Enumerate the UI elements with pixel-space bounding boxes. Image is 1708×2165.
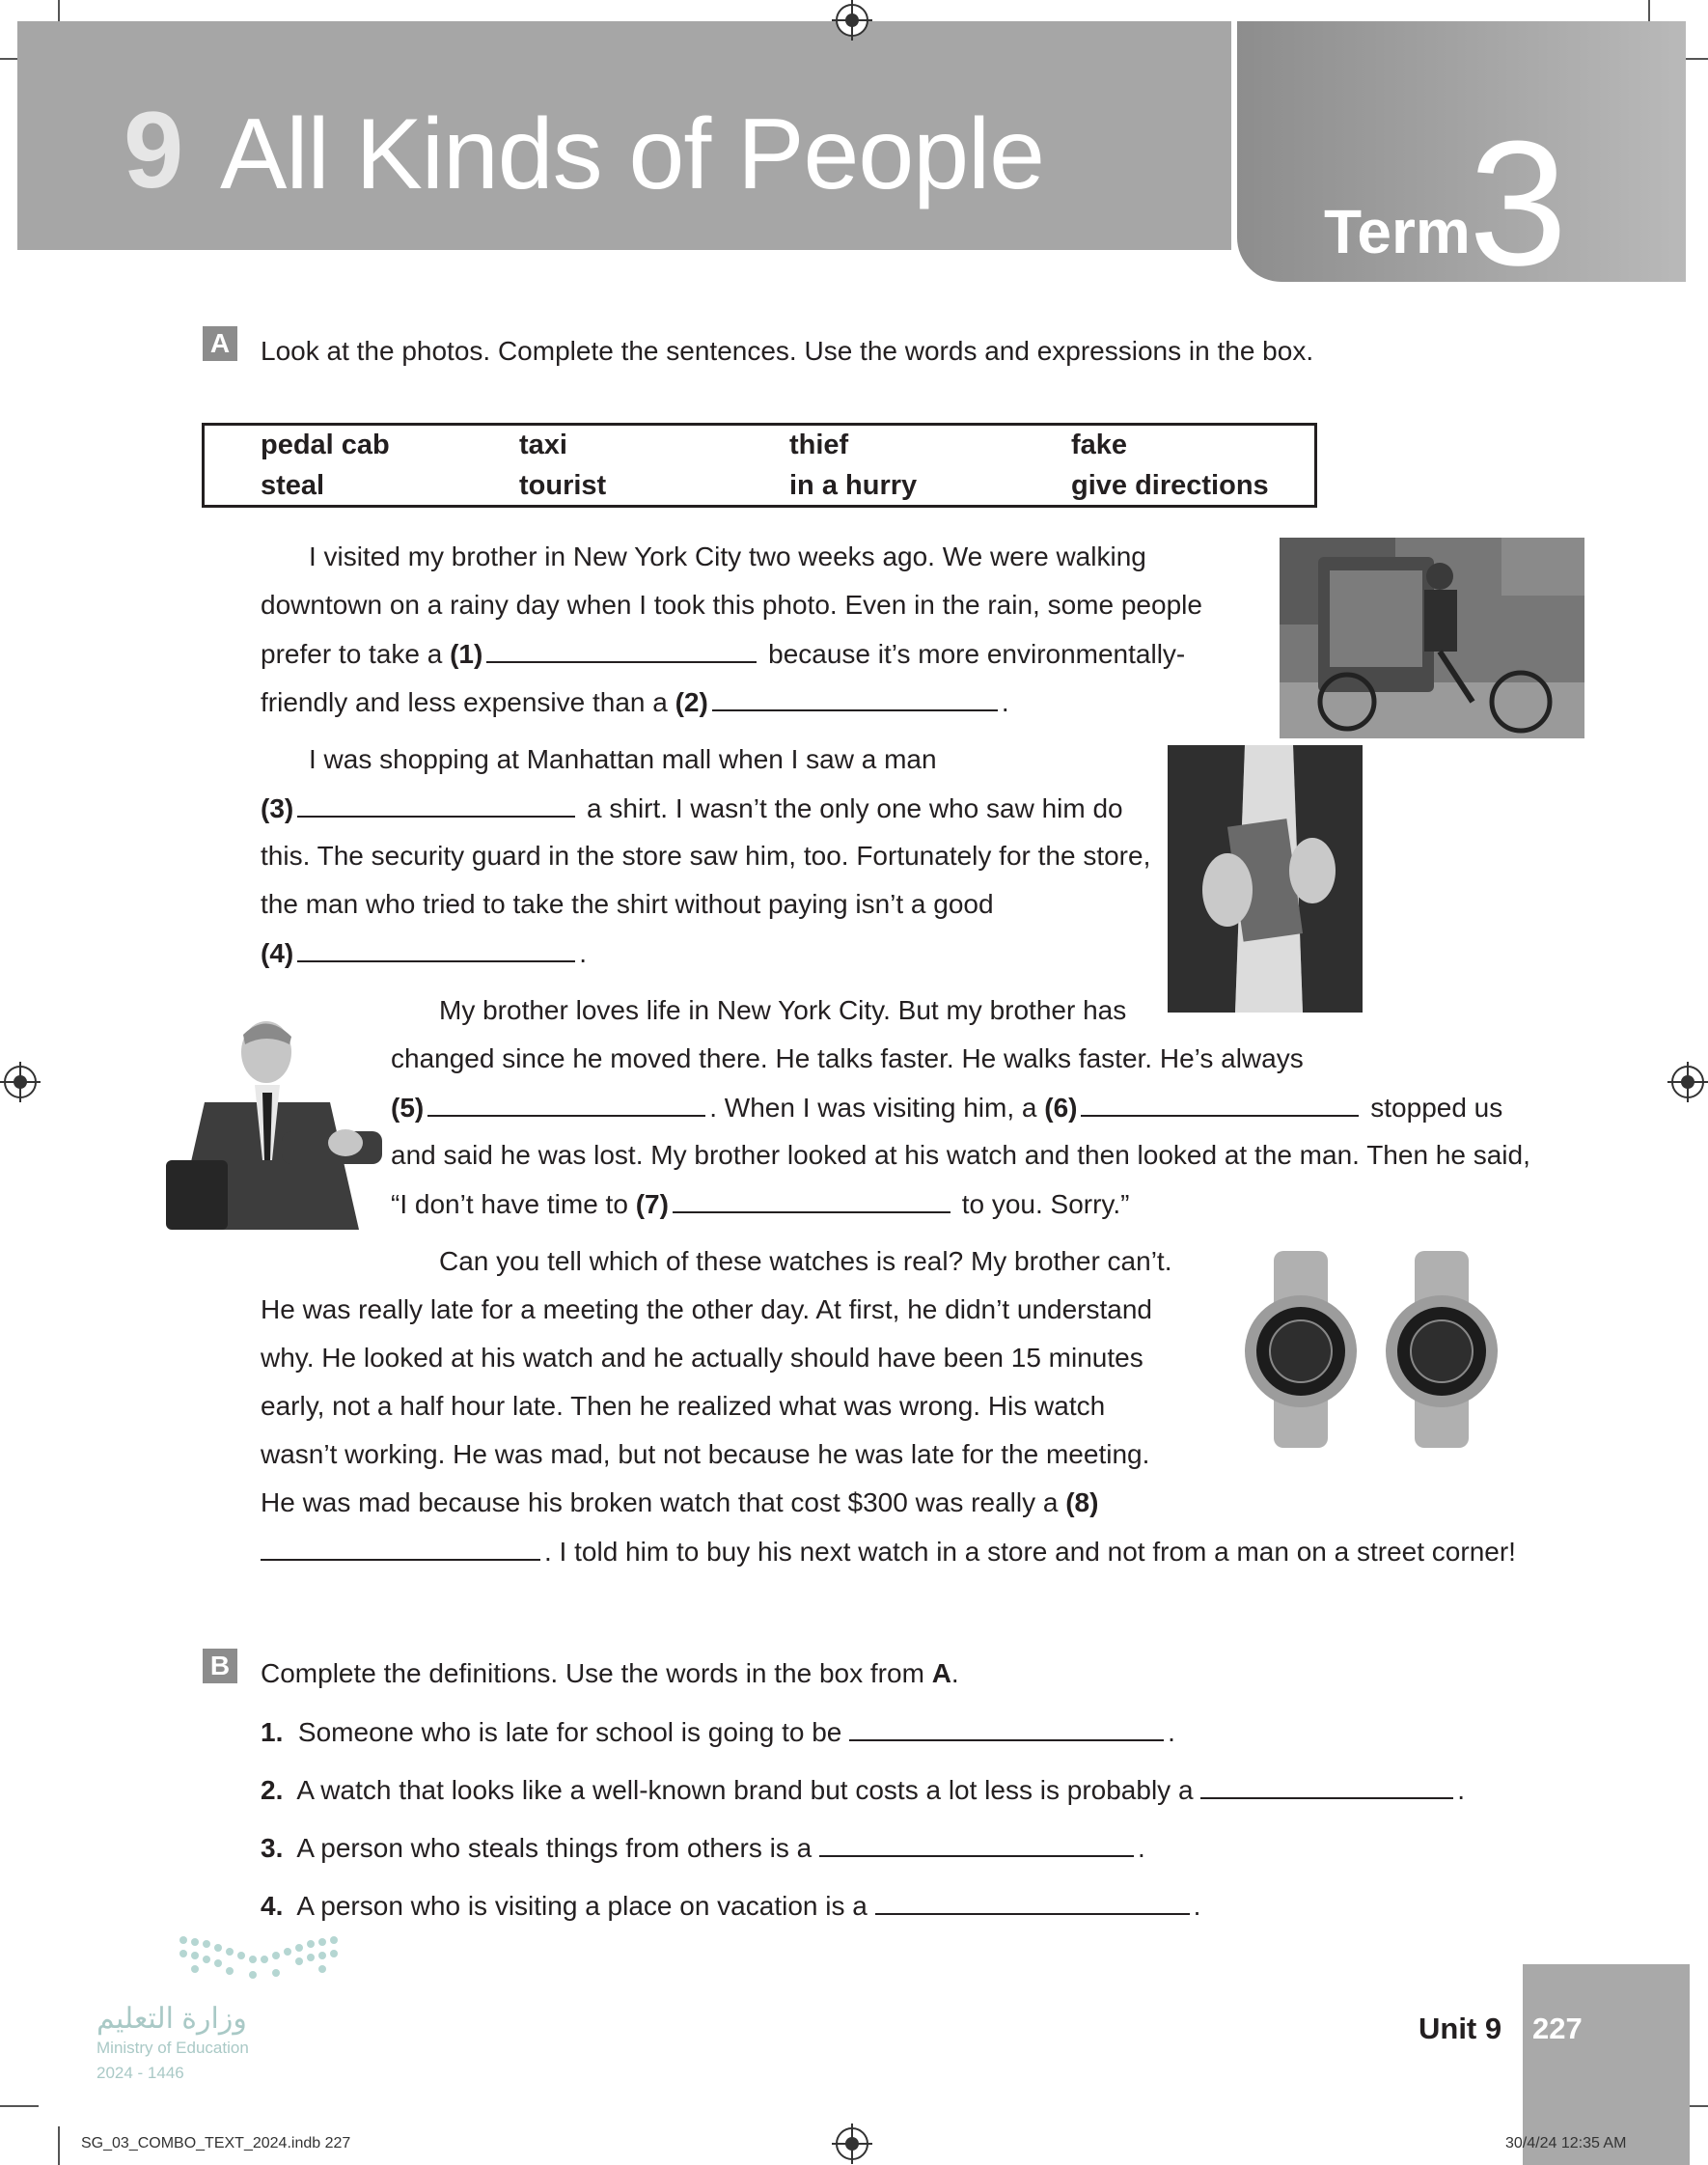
- paragraph-line: (3) a shirt. I wasn’t the only one who saw him do: [261, 793, 1123, 823]
- word-box-item: fake: [1071, 430, 1128, 460]
- paragraph-line: Can you tell which of these watches is real? My brother can’t.: [439, 1246, 1172, 1276]
- section-a-instruction: Look at the photos. Complete the sentences. Use the words and expressions in the box.: [261, 336, 1314, 366]
- answer-blank-4[interactable]: [297, 937, 575, 962]
- definition-blank-4[interactable]: [875, 1890, 1190, 1915]
- paragraph-line: early, not a half hour late. Then he realized what was wrong. His watch: [261, 1391, 1106, 1421]
- gap-number: (2): [675, 687, 708, 717]
- paragraph-line: “I don’t have time to (7) to you. Sorry.”: [391, 1189, 1130, 1219]
- paragraph-line: prefer to take a (1) because it’s more environmentally-: [261, 639, 1186, 669]
- registration-mark-icon: [1671, 1066, 1704, 1098]
- answer-blank-6[interactable]: [1081, 1092, 1359, 1117]
- paragraph-line: (4) .: [261, 938, 588, 968]
- ministry-english-name: Ministry of Education: [96, 2039, 249, 2057]
- paragraph-line: the man who tried to take the shirt without paying isn’t a good: [261, 889, 994, 919]
- word-box-item: thief: [789, 430, 849, 460]
- definition-item: 1. Someone who is late for school is going to be .: [261, 1717, 1175, 1747]
- paragraph-line: why. He looked at his watch and he actually should have been 15 minutes: [261, 1343, 1143, 1373]
- answer-blank-8[interactable]: [261, 1536, 540, 1561]
- gap-number: (1): [450, 639, 483, 669]
- answer-blank-2[interactable]: [712, 686, 998, 711]
- definition-blank-1[interactable]: [849, 1716, 1164, 1741]
- paragraph-line: downtown on a rainy day when I took this photo. Even in the rain, some people: [261, 590, 1202, 620]
- page-title: All Kinds of People: [220, 98, 1044, 210]
- pedal-cab-photo: [1280, 538, 1584, 738]
- watches-photo: [1226, 1251, 1511, 1448]
- answer-blank-7[interactable]: [673, 1188, 950, 1213]
- unit-footer-label: Unit 9: [1419, 2012, 1502, 2045]
- word-box-item: pedal cab: [261, 430, 390, 460]
- paragraph-line: . I told him to buy his next watch in a store and not from a man on a street corner!: [261, 1536, 1516, 1568]
- crop-mark: [0, 2105, 39, 2107]
- word-box-item: taxi: [519, 430, 567, 460]
- word-box-item: in a hurry: [789, 470, 918, 501]
- word-box-item: give directions: [1071, 470, 1269, 501]
- ministry-arabic-name: وزارة التعليم: [96, 2003, 247, 2035]
- section-b-instruction: Complete the definitions. Use the words in the box from A.: [261, 1658, 959, 1688]
- definition-item: 2. A watch that looks like a well-known brand but costs a lot less is probably a .: [261, 1775, 1466, 1805]
- crop-mark: [58, 2126, 60, 2165]
- word-box-item: steal: [261, 470, 325, 501]
- registration-mark-icon: [4, 1066, 37, 1098]
- ministry-year: 2024 - 1446: [96, 2064, 184, 2082]
- answer-blank-1[interactable]: [486, 638, 757, 663]
- page-number: 227: [1532, 2012, 1583, 2045]
- paragraph-line: He was really late for a meeting the other day. At first, he didn’t understand: [261, 1294, 1152, 1324]
- ministry-logo-icon: [174, 1930, 347, 1988]
- gap-number: (5): [391, 1093, 425, 1123]
- gap-number: (6): [1044, 1093, 1078, 1123]
- paragraph-line: (5) . When I was visiting him, a (6) stopped us: [391, 1093, 1503, 1123]
- paragraph-line: wasn’t working. He was mad, but not because he was late for the meeting.: [261, 1439, 1150, 1469]
- registration-mark-icon: [836, 2127, 868, 2160]
- paragraph-line: He was mad because his broken watch that cost $300 was really a (8): [261, 1487, 1099, 1517]
- paragraph-line: I was shopping at Manhattan mall when I saw a man: [309, 744, 937, 774]
- term-number: 3: [1469, 103, 1568, 302]
- gap-number: (7): [635, 1189, 669, 1219]
- section-b-badge: B: [203, 1649, 237, 1683]
- paragraph-line: My brother loves life in New York City. But my brother has: [439, 995, 1127, 1025]
- term-label: Term: [1324, 197, 1471, 266]
- definition-item: 3. A person who steals things from others is a .: [261, 1833, 1145, 1863]
- word-box-item: tourist: [519, 470, 607, 501]
- print-slug-file: SG_03_COMBO_TEXT_2024.indb 227: [81, 2135, 351, 2151]
- gap-number: (8): [1065, 1487, 1099, 1517]
- answer-blank-3[interactable]: [297, 792, 575, 818]
- paragraph-line: I visited my brother in New York City two weeks ago. We were walking: [309, 541, 1146, 571]
- gap-number: (4): [261, 938, 294, 968]
- paragraph-line: friendly and less expensive than a (2) .: [261, 687, 1009, 717]
- unit-number: 9: [124, 90, 184, 210]
- print-slug-date: 30/4/24 12:35 AM: [1505, 2135, 1627, 2151]
- gap-number: (3): [261, 793, 294, 823]
- word-box: [202, 423, 1317, 508]
- definition-item: 4. A person who is visiting a place on vacation is a .: [261, 1891, 1201, 1921]
- definition-blank-3[interactable]: [819, 1832, 1134, 1857]
- paragraph-line: and said he was lost. My brother looked at his watch and then looked at the man. Then he said,: [391, 1140, 1530, 1170]
- registration-mark-icon: [836, 4, 868, 37]
- businessman-photo: [166, 1015, 382, 1230]
- answer-blank-5[interactable]: [427, 1092, 705, 1117]
- paragraph-line: changed since he moved there. He talks faster. He walks faster. He’s always: [391, 1043, 1304, 1073]
- paragraph-line: this. The security guard in the store saw him, too. Fortunately for the store,: [261, 841, 1151, 871]
- thief-photo: [1168, 745, 1363, 1013]
- section-a-badge: A: [203, 326, 237, 361]
- definition-blank-2[interactable]: [1200, 1774, 1453, 1799]
